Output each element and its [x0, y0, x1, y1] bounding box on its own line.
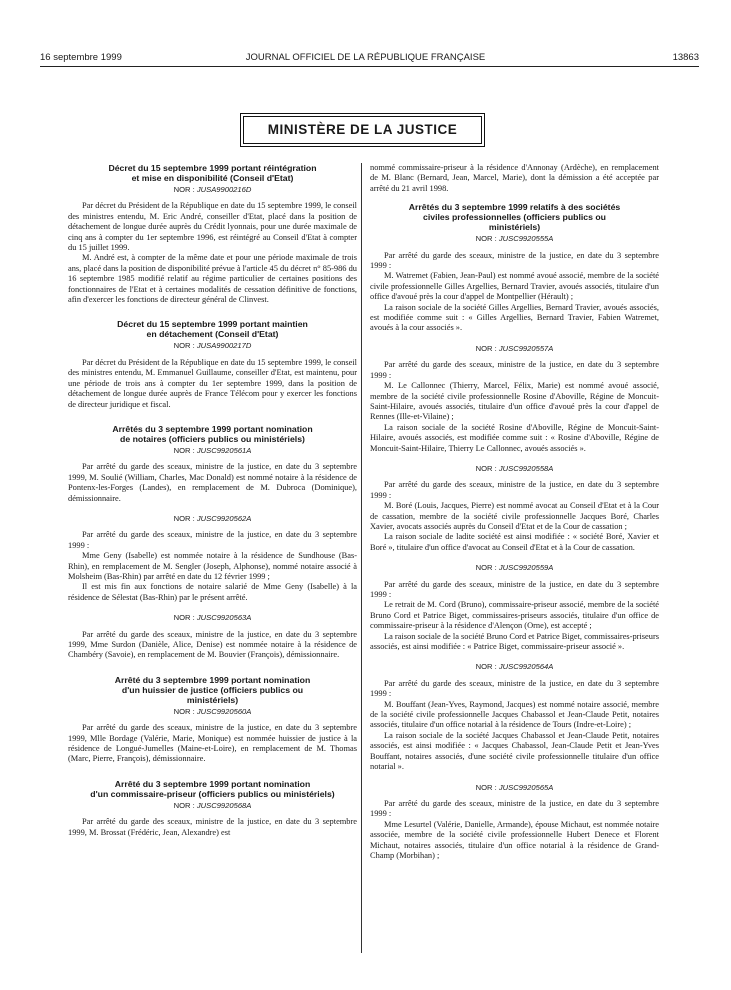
nor-reference: NOR : JUSC9920561A [173, 445, 252, 455]
paragraph: Par décret du Président de la République en date du 15 septembre 1999, le conseil des ministres entendu, M. Eric André, conseiller d'Etat, placé dans la position de détachement de longue durée auprès du Crédit lyonnais, pour une durée maximale de cinq ans à compter du 1er septembre 1996, est réintégré au Conseil d'Etat à compter du 15 juillet 1999. [68, 201, 357, 253]
right-column [370, 163, 659, 861]
section-title: Arrêté du 3 septembre 1999 portant nomination d'un huissier de justice (officiers publics ou ministériels) [114, 674, 311, 705]
paragraph: La raison sociale de la société Rosine d'Aboville, Régine de Moncuit-Saint-Hilaire, avoués associés, est modifiée comme suit : « Rosine d'Aboville, Régine de Moncuit-Saint-Hilaire, Thierry Le Callonnec, avoués associés ». [370, 422, 659, 453]
nor-reference: NOR : JUSC9920557A [475, 343, 554, 353]
paragraph: Mme Geny (Isabelle) est nommée notaire à la résidence de Sundhouse (Bas-Rhin), en remplacement de M. Sengler (Joseph, Alphonse), nommé notaire associé à Molsheim (Bas-Rhin) par arrêté en date du 12 février 1999 ; [68, 551, 357, 581]
paragraph: Par arrêté du garde des sceaux, ministre de la justice, en date du 3 septembre 1999, Mlle Bordage (Valérie, Marie, Monique) est nommée huissier de justice à la résidence de Longué-Jumelles (Maine-et-Loire), en remplacement de M. Thomas (Marc, Pierre, François), démissionnaire. [68, 723, 357, 764]
section-title: Décret du 15 septembre 1999 portant maintien en détachement (Conseil d'Etat) [117, 319, 308, 340]
nor-reference: NOR : JUSC9920565A [475, 782, 554, 792]
paragraph: La raison sociale de ladite société est ainsi modifiée : « société Boré, Xavier et Boré », titulaire d'un office d'avocat au Conseil d'Etat et à la Cour de cassation. [370, 532, 659, 552]
page-header [0, 52, 731, 66]
paragraph: Par décret du Président de la République en date du 15 septembre 1999, le conseil des ministres entendu, M. Emmanuel Guillaume, conseiller d'Etat, est maintenu, pour une période de trois ans à compter du 1er septembre 1999, dans la position de détachement de longue durée auprès de France Télécom pour y exercer les fonctions de directeur juridique et fiscal. [68, 357, 357, 409]
paragraph: Par arrêté du garde des sceaux, ministre de la justice, en date du 3 septembre 1999 : [370, 360, 659, 380]
paragraph: La raison sociale de la société Jacques Chabassol et Jean-Claude Petit, notaires associés, est ainsi modifiée : « Jacques Chabassol, Jean-Claude Petit et Jean-Yves Bouffant, notaires associés, d'une société civile professionnelle titulaire d'un office notarial ». [370, 730, 659, 772]
nor-reference: NOR : JUSA9900217D [173, 341, 252, 351]
header-rule [40, 66, 699, 67]
paragraph: La raison sociale de la société Bruno Cord et Patrice Biget, commissaires-priseurs associés, est ainsi modifiée : « Patrice Biget, commissaire-priseur associé ». [370, 631, 659, 652]
paragraph: M. Watremet (Fabien, Jean-Paul) est nommé avoué associé, membre de la société civile professionnelle Gilles Argellies, Bernard Travier, avoués associés, titulaire d'un office d'avoué près la cour d'appel de Montpellier (Hérault) ; [370, 271, 659, 302]
section-title: Arrêtés du 3 septembre 1999 portant nomination de notaires (officiers publics ou ministériels) [112, 423, 313, 444]
section-title: Arrêtés du 3 septembre 1999 relatifs à des sociétés civiles professionnelles (officiers publics ou ministériels) [408, 202, 621, 233]
section-title: Arrêté du 3 septembre 1999 portant nomination d'un commissaire-priseur (officiers publics ou ministériels) [90, 778, 335, 799]
paragraph: Il est mis fin aux fonctions de notaire salarié de Mme Geny (Isabelle) à la résidence de Sélestat (Bas-Rhin) par le présent arrêté. [68, 582, 357, 602]
nor-reference: NOR : JUSC9920555A [475, 234, 554, 244]
paragraph: M. Le Callonnec (Thierry, Marcel, Félix, Marie) est nommé avoué associé, membre de la société civile professionnelle Rosine d'Aboville, Régine de Moncuit-Saint-Hilaire, avoués associés, titulaire d'un office d'avoué près la cour d'appel de Rennes (Ille-et-Vilaine) ; [370, 381, 659, 422]
nor-reference: NOR : JUSC9920560A [173, 706, 252, 716]
paragraph: Par arrêté du garde des sceaux, ministre de la justice, en date du 3 septembre 1999, M. Brossat (Frédéric, Jean, Alexandre) est [68, 817, 357, 837]
header-date: 16 septembre 1999 [40, 52, 122, 63]
paragraph: Par arrêté du garde des sceaux, ministre de la justice, en date du 3 septembre 1999, M. Soulié (William, Charles, Mac Donald) est nommé notaire à la résidence de Pontenx-les-Forges (Landes), en remplacement de M. Dubroca (Dominique), démissionnaire. [68, 462, 357, 503]
paragraph: Par arrêté du garde des sceaux, ministre de la justice, en date du 3 septembre 1999 : [370, 480, 659, 500]
ministry-title: MINISTÈRE DE LA JUSTICE [243, 116, 482, 144]
nor-reference: NOR : JUSC9920562A [173, 513, 252, 523]
paragraph: Le retrait de M. Cord (Bruno), commissaire-priseur associé, membre de la société Bruno Cord et Patrice Biget, commissaires-priseurs associés, titulaire d'un office de commissaire-priseur à la résidence d'Alençon (Orne), est accepté ; [370, 600, 659, 631]
paragraph: Par arrêté du garde des sceaux, ministre de la justice, en date du 3 septembre 1999 : [370, 798, 659, 819]
column-divider [361, 163, 362, 953]
paragraph: Par arrêté du garde des sceaux, ministre de la justice, en date du 3 septembre 1999 : [370, 250, 659, 271]
nor-reference: NOR : JUSA9900216D [173, 185, 252, 194]
paragraph: nommé commissaire-priseur à la résidence d'Annonay (Ardèche), en remplacement de M. Blanc (Bernard, Jean, Marcel, Marie), dont la démission a été acceptée par arrêté du 21 avril 1998. [370, 163, 659, 193]
left-column [68, 163, 357, 838]
nor-reference: NOR : JUSC9920564A [475, 662, 554, 672]
header-page-number: 13863 [672, 52, 699, 63]
paragraph: Par arrêté du garde des sceaux, ministre de la justice, en date du 3 septembre 1999 : [370, 579, 659, 599]
paragraph: Par arrêté du garde des sceaux, ministre de la justice, en date du 3 septembre 1999, Mme Surdon (Danièle, Alice, Denise) est nommée notaire à la résidence de Chambéry (Savoie), en remplacement de M. Bouvier (François), démissionnaire. [68, 629, 357, 660]
paragraph: M. André est, à compter de la même date et pour une période maximale de trois ans, placé dans la position de disponibilité prévue à l'article 45 du décret n° 85-986 du 16 septembre 1985 modifié relatif au régime particulier de certaines positions des fonctionnaires de l'Etat et à certaines modalités de cessation définitive de fonctions, afin d'exercer les fonctions de directeur général de Clinvest. [68, 253, 357, 305]
nor-reference: NOR : JUSC9920558A [475, 463, 554, 473]
nor-reference: NOR : JUSC9920559A [475, 563, 554, 573]
nor-reference: NOR : JUSC9920568A [173, 800, 252, 810]
paragraph: M. Boré (Louis, Jacques, Pierre) est nommé avocat au Conseil d'Etat et à la Cour de cassation, membre de la société civile professionnelle Jacques Boré, Charles Xavier, avocats associés auprès du Conseil d'Etat et de la Cour de cassation ; [370, 501, 659, 531]
header-journal-title: JOURNAL OFFICIEL DE LA RÉPUBLIQUE FRANÇAISE [245, 52, 486, 63]
section-title: Décret du 15 septembre 1999 portant réintégration et mise en disponibilité (Conseil d'Etat) [108, 163, 317, 183]
paragraph: Mme Lesurtel (Valérie, Danielle, Armande), épouse Michaut, est nommée notaire associée, membre de la société civile professionnelle Hubert Denece et Florent Michaut, notaires associés, titulaire d'un office notarial à la résidence de Grand-Champ (Morbihan) ; [370, 819, 659, 860]
paragraph: Par arrêté du garde des sceaux, ministre de la justice, en date du 3 septembre 1999 : [68, 530, 357, 550]
paragraph: M. Bouffant (Jean-Yves, Raymond, Jacques) est nommé notaire associé, membre de la société civile professionnelle Jacques Chabassol et Jean-Claude Petit, notaires associés, titulaire d'un office notarial à la résidence de Tours (Indre-et-Loire) ; [370, 699, 659, 730]
paragraph: La raison sociale de la société Gilles Argellies, Bernard Travier, avoués associés, est modifiée comme suit : « Gilles Argellies, Bernard Travier, Fabien Watremet, avoués à la cour associés ». [370, 302, 659, 333]
paragraph: Par arrêté du garde des sceaux, ministre de la justice, en date du 3 septembre 1999 : [370, 678, 659, 699]
nor-reference: NOR : JUSC9920563A [173, 613, 252, 623]
